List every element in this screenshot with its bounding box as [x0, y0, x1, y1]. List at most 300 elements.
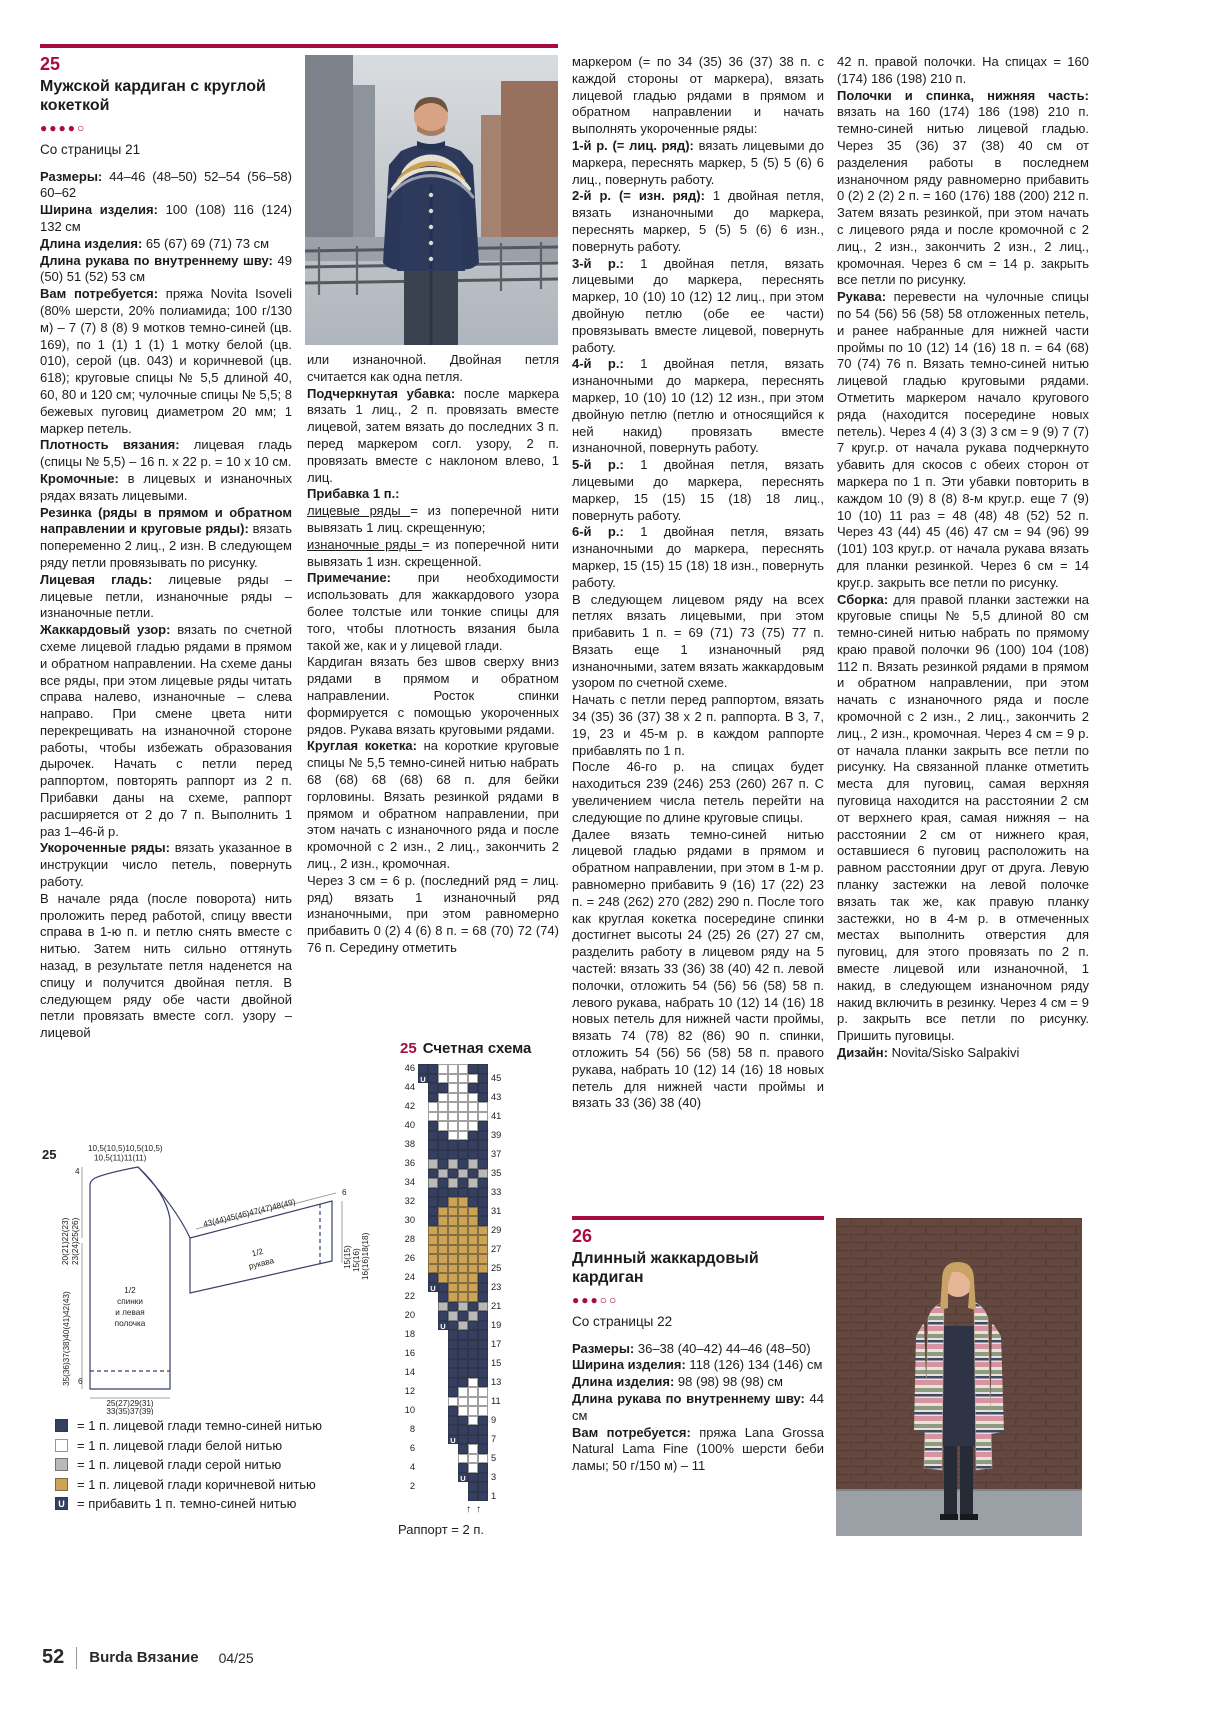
legend-label: = 1 п. лицевой глади коричневой нитью: [77, 1476, 316, 1492]
legend-swatch-icon: [55, 1478, 68, 1491]
paragraph: Ширина изделия: 100 (108) 116 (124) 132 см: [40, 202, 292, 234]
chart-cell: [428, 1102, 438, 1112]
schematic-block: [38, 1143, 388, 1415]
chart-row: 18: [398, 1330, 518, 1340]
chart-cell: [478, 1435, 488, 1445]
chart-cell: [438, 1473, 448, 1483]
chart-cell: [458, 1140, 468, 1150]
chart-cell: [468, 1207, 478, 1217]
chart-cell: [478, 1273, 488, 1283]
chart-cell: [438, 1150, 448, 1160]
chart-cell: [468, 1169, 478, 1179]
chart-cell: [438, 1064, 448, 1074]
pattern-text-col3: [572, 54, 824, 1112]
chart-row: 33: [398, 1188, 518, 1198]
chart-cell: [438, 1140, 448, 1150]
chart-cell: [418, 1473, 428, 1483]
pattern-text-col4: [837, 54, 1089, 1062]
sleeve-label-1: 1/2: [250, 1246, 265, 1259]
chart-cell: [428, 1273, 438, 1283]
chart-cell: [448, 1311, 458, 1321]
chart-cell: [468, 1254, 478, 1264]
issue-number: 04/25: [218, 1649, 254, 1666]
chart-cell: [438, 1416, 448, 1426]
column-4: [837, 54, 1089, 1210]
chart-cell: [428, 1330, 438, 1340]
chart-cell: [418, 1444, 428, 1454]
legend-item: [55, 1416, 385, 1436]
chart-row: U 19: [398, 1321, 518, 1331]
chart-cell: [448, 1121, 458, 1131]
chart-cell: [448, 1197, 458, 1207]
chart-cell: [418, 1387, 428, 1397]
from-page-ref-26: Со страницы 22: [572, 1313, 673, 1329]
chart-cell: [478, 1178, 488, 1188]
paragraph: Далее вязать темно-синей нитью лицевой гладью рядами в прямом и обратном направлении, при этом в 1-м р. равномерно прибавить 9 (16) 17 (22) 23 п. = 248 (262) 270 (282) 290 п. После того как круглая кокетка посередине спинки достигнет высоты 24 (25) 26 (27) 27 см, разделить работу в лицевом ряду на 5 частей: вязать 33 (36) 38 (40) 42 п. левой полочки, отложить 54 (56) 56 (58) 58 п. левого рукава, набрать 10 (12) 14 (16) 18 новых петель для нижней части проймы, вязать 74 (78) 82 (86) 90 п. спинки, отложить 54 (56) 56 (58) 58 п. правого рукава, набрать 10 (12) 14 (16) 18 новых петель для нижней части проймы и вязать 33 (36) 38 (40): [572, 826, 824, 1111]
chart-row: 46: [398, 1064, 518, 1074]
chart-cell: [458, 1311, 468, 1321]
chart-cell: [418, 1340, 428, 1350]
chart-cell: [438, 1425, 448, 1435]
chart-cell: [468, 1216, 478, 1226]
chart-cell: [428, 1264, 438, 1274]
chart-cell: [448, 1131, 458, 1141]
chart-cell: [448, 1406, 458, 1416]
chart-cell: [448, 1074, 458, 1084]
pattern-text-col2: [307, 352, 559, 957]
chart-row: 1: [398, 1492, 518, 1502]
chart-cell: [438, 1359, 448, 1369]
chart-cell: [478, 1121, 488, 1131]
paragraph: Подчеркнутая убавка: после маркера вязать 1 лиц., 2 п. провязать вместе лицевой, затем вязать до последних 3 п. перед маркером согл. узору, 2 п. провязать вместе с наклоном влево, 1 лиц.: [307, 385, 559, 485]
chart-title: [400, 1040, 531, 1057]
chart-cell: [438, 1254, 448, 1264]
chart-cell: [468, 1226, 478, 1236]
chart-cell: [418, 1482, 428, 1492]
chart-cell: [458, 1387, 468, 1397]
chart-cell: [428, 1321, 438, 1331]
column-1: [40, 54, 292, 1142]
chart-row: 26: [398, 1254, 518, 1264]
chart-cell: [418, 1150, 428, 1160]
dim-yoke-2: 23(24)25(26): [71, 1217, 80, 1265]
body-piece-label-1: 1/2: [124, 1286, 136, 1295]
chart-cell: [418, 1435, 428, 1445]
chart-cell: [428, 1245, 438, 1255]
chart-cell: [448, 1416, 458, 1426]
chart-row: 22: [398, 1292, 518, 1302]
chart-cell: [468, 1368, 478, 1378]
chart-cell: [438, 1340, 448, 1350]
schematic-diagram: [38, 1143, 388, 1415]
chart-cell: [478, 1150, 488, 1160]
chart-cell: [458, 1435, 468, 1445]
chart-cell: [438, 1302, 448, 1312]
chart-row: 17: [398, 1340, 518, 1350]
chart-cell: [468, 1112, 478, 1122]
chart-cell: [468, 1264, 478, 1274]
chart-cell: [478, 1159, 488, 1169]
chart-cell: [478, 1064, 488, 1074]
chart-cell: [468, 1292, 478, 1302]
paragraph: или изнаночной. Двойная петля считается как одна петля.: [307, 352, 559, 384]
chart-row: 41: [398, 1112, 518, 1122]
dim-neck-width: 10,5(10,5)10,5(10,5): [88, 1144, 163, 1153]
column-3: [572, 54, 824, 1206]
chart-cell: [478, 1492, 488, 1502]
chart-cell: U: [458, 1473, 468, 1483]
chart-cell: [428, 1197, 438, 1207]
chart-cell: [418, 1264, 428, 1274]
chart-cell: [478, 1454, 488, 1464]
chart-cell: [438, 1482, 448, 1492]
dim-cuff-3: 16(16)18(18): [361, 1232, 370, 1280]
chart-cell: [428, 1454, 438, 1464]
paragraph: Прибавка 1 п.:: [307, 486, 400, 502]
chart-cell: [448, 1064, 458, 1074]
chart-cell: [458, 1188, 468, 1198]
chart-cell: [468, 1283, 478, 1293]
chart-row: 31: [398, 1207, 518, 1217]
chart-cell: [478, 1397, 488, 1407]
chart-cell: [468, 1159, 478, 1169]
chart-cell: [418, 1207, 428, 1217]
chart-cell: [418, 1169, 428, 1179]
chart-cell: [478, 1169, 488, 1179]
chart-cell: [428, 1492, 438, 1502]
chart-cell: [468, 1273, 478, 1283]
chart-cell: [428, 1216, 438, 1226]
chart-cell: [458, 1226, 468, 1236]
chart-cell: [438, 1311, 448, 1321]
paragraph: Начать с петли перед раппортом, вязать 34 (35) 36 (37) 38 x 2 п. раппорта. В 3, 7, 19, 23 и 45-м р. в каждом раппорте прибавлять по 1 п.: [572, 692, 824, 758]
chart-cell: [448, 1273, 458, 1283]
chart-legend: [55, 1416, 385, 1514]
chart-cell: [428, 1340, 438, 1350]
chart-row: 11: [398, 1397, 518, 1407]
legend-swatch-icon: U: [55, 1497, 68, 1510]
chart-cell: [468, 1454, 478, 1464]
chart-cell: [448, 1140, 458, 1150]
chart-row: 27: [398, 1245, 518, 1255]
chart-cell: [428, 1140, 438, 1150]
photo-woman-long-cardigan: [836, 1218, 1082, 1536]
paragraph: Рукава: перевести на чулочные спицы по 54 (56) 56 (58) 58 отложенных петель, и ранее набранные для нижней части проймы по 10 (12) 14 (16) 18 п. = 64 (68) 70 (74) 76 п. Вязать темно-синей нитью лицевой гладью круговыми рядами. Отметить маркером начало кругового ряда (находится посередине новых петель). Через 4 (4) 3 (3) 3 см = 9 (9) 7 (7) 7 круг.р. от начала рукава подчеркнуто убавить для скосов с обеих сторон от маркера по 1 п. Эти убавки повторить в каждом 10 (9) 8 (8) 8-м круг.р. еще 7 (9) 10 (10) 11 раз = 48 (48) 48 (52) 52 п. Через 43 (44) 45 (46) 47 см = 94 (96) 99 (101) 103 круг.р. от начала рукава вязать для планки резинкой. Через 6 см = 14 круг.р. закрыть все петли по рисунку.: [837, 289, 1089, 590]
chart-cell: [418, 1273, 428, 1283]
chart-cell: [458, 1131, 468, 1141]
chart-cell: [468, 1074, 478, 1084]
chart-cell: [428, 1473, 438, 1483]
chart-cell: [418, 1378, 428, 1388]
chart-cell: [458, 1197, 468, 1207]
chart-cell: [418, 1083, 428, 1093]
rapport-label: Раппорт = 2 п.: [398, 1522, 484, 1537]
paragraph: 5-й р.: 1 двойная петля, вязать лицевыми до маркера, переснять маркер, 15 (15) 15 (18) 18 лиц., повернуть работу.: [572, 457, 824, 523]
chart-cell: [438, 1492, 448, 1502]
chart-row: 32: [398, 1197, 518, 1207]
chart-cell: [428, 1235, 438, 1245]
chart-cell: [478, 1235, 488, 1245]
paragraph: Кромочные: в лицевых и изнаночных рядах вязать лицевыми.: [40, 470, 292, 503]
chart-cell: [458, 1397, 468, 1407]
dim-cuff-1: 15(15): [343, 1245, 352, 1269]
chart-cell: [468, 1349, 478, 1359]
chart-cell: [438, 1444, 448, 1454]
legend-label: = 1 п. лицевой глади темно-синей нитью: [77, 1418, 322, 1434]
chart-cell: [468, 1064, 478, 1074]
chart-cell: [438, 1121, 448, 1131]
dim-body-side: 35(36)37(38)40(41)42(43): [62, 1291, 71, 1386]
chart-cell: [478, 1444, 488, 1454]
chart-cell: [458, 1444, 468, 1454]
chart-cell: [448, 1444, 458, 1454]
chart-cell: [458, 1074, 468, 1084]
column-2: [307, 352, 559, 1040]
legend-item: [55, 1494, 385, 1514]
chart-cell: [458, 1292, 468, 1302]
chart-cell: [468, 1397, 478, 1407]
chart-cell: [418, 1235, 428, 1245]
section-25-number: 25: [40, 54, 61, 74]
chart-cell: [478, 1216, 488, 1226]
chart-cell: [448, 1216, 458, 1226]
chart-cell: [438, 1349, 448, 1359]
chart-cell: [478, 1311, 488, 1321]
chart-cell: [428, 1207, 438, 1217]
chart-cell: [458, 1245, 468, 1255]
paragraph: Ширина изделия: 118 (126) 134 (146) см: [572, 1357, 823, 1373]
chart-row: 14: [398, 1368, 518, 1378]
chart-cell: [478, 1378, 488, 1388]
chart-cell: [478, 1349, 488, 1359]
chart-cell: [428, 1349, 438, 1359]
chart-cell: [448, 1112, 458, 1122]
paragraph: Размеры: 44–46 (48–50) 52–54 (56–58) 60–62: [40, 168, 292, 201]
chart-row: U 45: [398, 1074, 518, 1084]
body-piece-label-3: и левая: [115, 1308, 145, 1317]
chart-cell: [418, 1302, 428, 1312]
legend-swatch-icon: [55, 1439, 68, 1452]
photo-man-illustration: [305, 55, 558, 345]
chart-cell: [418, 1463, 428, 1473]
chart-cell: [458, 1359, 468, 1369]
paragraph: 42 п. правой полочки. На спицах = 160 (174) 186 (198) 210 п.: [837, 54, 1089, 86]
dim-cuff-2: 15(16): [352, 1248, 361, 1272]
chart-row: 25: [398, 1264, 518, 1274]
chart-cell: [478, 1264, 488, 1274]
chart-cell: [468, 1178, 478, 1188]
paragraph: Длина рукава по внутреннему шву: 49 (50) 51 (52) 53 см: [40, 252, 292, 285]
chart-cell: [428, 1406, 438, 1416]
chart-cell: [428, 1131, 438, 1141]
chart-cell: [478, 1074, 488, 1084]
chart-cell: [428, 1150, 438, 1160]
chart-cell: [468, 1425, 478, 1435]
chart-cell: [468, 1083, 478, 1093]
chart-cell: [418, 1112, 428, 1122]
chart-cell: [418, 1064, 428, 1074]
chart-row: 28: [398, 1235, 518, 1245]
paragraph: Укороченные ряды: вязать указанное в инструкции число петель, повернуть работу.: [40, 840, 292, 890]
difficulty-rating-26: ●●●○○: [572, 1293, 619, 1307]
chart-cell: U: [448, 1435, 458, 1445]
chart-row: 21: [398, 1302, 518, 1312]
chart-cell: [428, 1169, 438, 1179]
chart-row: 8: [398, 1425, 518, 1435]
paragraph: Сборка: для правой планки застежки на круговые спицы № 5,5 длиной 80 см темно-синей нитью набрать по прямому краю правой полочки 96 (100) 104 (108) 112 п. Вязать резинкой рядами в прямом и обратном направлении, при этом начать с изнаночного ряда и после кромочной с 2 изн., 2 лиц., закончить 2 лиц., 2 изн., кромочная. Через 4 см = 9 р. от начала планки закрыть все петли по рисунку. На связанной планке отметить места для пуговиц, самая верхняя пуговица находится на расстоянии 2 см от верхнего края, самая нижняя – на расстоянии 2 см от нижнего края, оставшиеся 6 пуговиц расположить на равном расстоянии друг от друга. Левую планку застежки на левой полочке вязать так же, как правую планку застежки, но в 4-м р. в отмеченных местах выполнить отверстия для пуговиц, для этого провязать по 2 п. вместе лицевой или изнаночной, 1 накид, в следующем изнаночном ряду накид включить в резинку. Через 4 см = 9 р. закрыть все петли по рисунку. Пришить пуговицы.: [837, 591, 1089, 1044]
chart-cell: [458, 1368, 468, 1378]
column-section-26: [572, 1226, 824, 1626]
chart-row: 16: [398, 1349, 518, 1359]
chart-row: 44: [398, 1083, 518, 1093]
chart-cell: [428, 1064, 438, 1074]
chart-cell: [428, 1311, 438, 1321]
chart-cell: [448, 1492, 458, 1502]
chart-cell: [468, 1140, 478, 1150]
chart-cell: [438, 1226, 448, 1236]
paragraph: 4-й р.: 1 двойная петля, вязать изнаночными до маркера, переснять маркер, 10 (10) 10 (12) 12 изн., при этом двойную петлю (петлю и относящийся к ней накид) провязать вместе изнаночной, повернуть работу.: [572, 356, 824, 456]
paragraph: лицевые ряды = из поперечной нити вывязать 1 лиц. скрещенную;: [307, 503, 559, 535]
dim-sleeve-hem: 6: [342, 1188, 347, 1197]
chart-row: 39: [398, 1131, 518, 1141]
chart-row: 24: [398, 1273, 518, 1283]
chart-cell: [478, 1131, 488, 1141]
paragraph: Кардиган вязать без швов сверху вниз рядами в прямом и обратном направлении. Росток спинки формируется с помощью укороченных рядов. Рукава вязать круговыми рядами.: [307, 654, 559, 737]
paragraph: Через 3 см = 6 р. (последний ряд = лиц. ряд) вязать 1 изнаночный ряд изнаночными, при этом равномерно прибавить 0 (2) 4 (6) 8 п. = 68 (70) 72 (74) 76 п. Середину отметить: [307, 872, 559, 955]
chart-cell: [428, 1359, 438, 1369]
body-piece-label-2: спинки: [117, 1297, 143, 1306]
chart-cell: [468, 1340, 478, 1350]
chart-cell: [458, 1178, 468, 1188]
paragraph: 6-й р.: 1 двойная петля, вязать изнаночными до маркера, переснять маркер, 15 (15) 15 (18) 18 изн., повернуть работу.: [572, 524, 824, 590]
chart-cell: [448, 1425, 458, 1435]
page-footer: [42, 1646, 254, 1669]
chart-row: 35: [398, 1169, 518, 1179]
chart-cell: [448, 1330, 458, 1340]
paragraph: Полочки и спинка, нижняя часть: вязать на 160 (174) 186 (198) 210 п. темно-синей нитью лицевой гладью. Через 35 (36) 37 (38) 40 см от разделения работы в последнем изнаночном ряду равномерно прибавить 0 (2) 2 (2) 2 п. = 160 (176) 188 (200) 212 п. Затем вязать резинкой, при этом начать с лицевого ряда и после кромочной с 2 лиц., 2 изн., закончить 2 изн., 2 лиц., кромочная. Через 6 см = 14 р. закрыть все петли по рисунку.: [837, 87, 1089, 288]
chart-cell: [418, 1454, 428, 1464]
chart-cell: [448, 1463, 458, 1473]
chart-row: 15: [398, 1359, 518, 1369]
chart-cell: [468, 1311, 478, 1321]
chart-cell: [418, 1330, 428, 1340]
chart-cell: [428, 1302, 438, 1312]
chart-cell: [448, 1150, 458, 1160]
chart-cell: [448, 1482, 458, 1492]
chart-cell: [428, 1121, 438, 1131]
chart-cell: [438, 1178, 448, 1188]
chart-cell: [428, 1074, 438, 1084]
chart-cell: [468, 1121, 478, 1131]
chart-cell: [478, 1368, 488, 1378]
rapport-arrows-icon: ↑↑: [466, 1504, 486, 1515]
chart-cell: [428, 1416, 438, 1426]
photo-man-yoke-cardigan: [305, 55, 558, 345]
chart-cell: [458, 1482, 468, 1492]
chart-cell: [478, 1321, 488, 1331]
chart-row: 4: [398, 1463, 518, 1473]
chart-cell: [448, 1159, 458, 1169]
chart-cell: [468, 1406, 478, 1416]
chart-cell: [468, 1444, 478, 1454]
dim-hem: 6: [78, 1377, 83, 1386]
paragraph: Длина рукава по внутреннему шву: 44 см: [572, 1390, 824, 1423]
chart-cell: [438, 1112, 448, 1122]
chart-row: 38: [398, 1140, 518, 1150]
chart-cell: [448, 1235, 458, 1245]
chart-cell: [468, 1235, 478, 1245]
chart-cell: [458, 1064, 468, 1074]
chart-cell: [418, 1359, 428, 1369]
chart-cell: [438, 1074, 448, 1084]
chart-row: 36: [398, 1159, 518, 1169]
chart-cell: [438, 1188, 448, 1198]
from-page-ref-25: Со страницы 21: [40, 141, 141, 157]
chart-cell: [428, 1435, 438, 1445]
chart-cell: [448, 1283, 458, 1293]
chart-row: 40: [398, 1121, 518, 1131]
chart-cell: [418, 1368, 428, 1378]
chart-cell: [438, 1093, 448, 1103]
chart-cell: [448, 1473, 458, 1483]
page-number: 52: [42, 1646, 65, 1668]
chart-cell: [478, 1093, 488, 1103]
chart-cell: [478, 1463, 488, 1473]
chart-cell: [468, 1492, 478, 1502]
chart-cell: [448, 1321, 458, 1331]
chart-cell: [418, 1406, 428, 1416]
chart-cell: [468, 1482, 478, 1492]
chart-cell: [478, 1254, 488, 1264]
chart-cell: [438, 1368, 448, 1378]
chart-cell: [418, 1159, 428, 1169]
chart-cell: [438, 1387, 448, 1397]
chart-cell: [458, 1349, 468, 1359]
chart-cell: [448, 1387, 458, 1397]
chart-row: 10: [398, 1406, 518, 1416]
chart-cell: [448, 1302, 458, 1312]
chart-cell: [418, 1254, 428, 1264]
legend-swatch-icon: [55, 1458, 68, 1471]
paragraph: Размеры: 36–38 (40–42) 44–46 (48–50): [572, 1340, 811, 1356]
paragraph: 3-й р.: 1 двойная петля, вязать лицевыми до маркера, переснять маркер, 10 (10) 10 (12) 12 лиц., при этом двойную петлю (обе ее части) провязывать вместе лицевой, повернуть работу.: [572, 255, 824, 355]
dim-yoke-1: 20(21)22(23): [61, 1217, 70, 1265]
chart-cell: [458, 1102, 468, 1112]
chart-cell: [438, 1397, 448, 1407]
dim-neck-width-2: 10,5(11)11(11): [94, 1153, 147, 1163]
chart-cell: [458, 1121, 468, 1131]
chart-cell: [478, 1359, 488, 1369]
chart-cell: [458, 1216, 468, 1226]
chart-cell: [478, 1102, 488, 1112]
legend-label: = прибавить 1 п. темно-синей нитью: [77, 1496, 297, 1512]
chart-cell: [418, 1425, 428, 1435]
knitting-chart: [398, 1064, 518, 1542]
paragraph: 2-й р. (= изн. ряд): 1 двойная петля, вязать изнаночными до маркера, переснять маркер, 5 (5) 5 (6) 6 изн., повернуть работу.: [572, 188, 824, 254]
chart-cell: [418, 1216, 428, 1226]
chart-cell: [438, 1273, 448, 1283]
chart-cell: [448, 1340, 458, 1350]
chart-row: 43: [398, 1093, 518, 1103]
chart-cell: [448, 1292, 458, 1302]
chart-cell: [418, 1178, 428, 1188]
chart-cell: [458, 1159, 468, 1169]
chart-cell: [468, 1435, 478, 1445]
chart-cell: [438, 1131, 448, 1141]
chart-cell: [478, 1330, 488, 1340]
chart-cell: [448, 1083, 458, 1093]
chart-cell: [478, 1473, 488, 1483]
